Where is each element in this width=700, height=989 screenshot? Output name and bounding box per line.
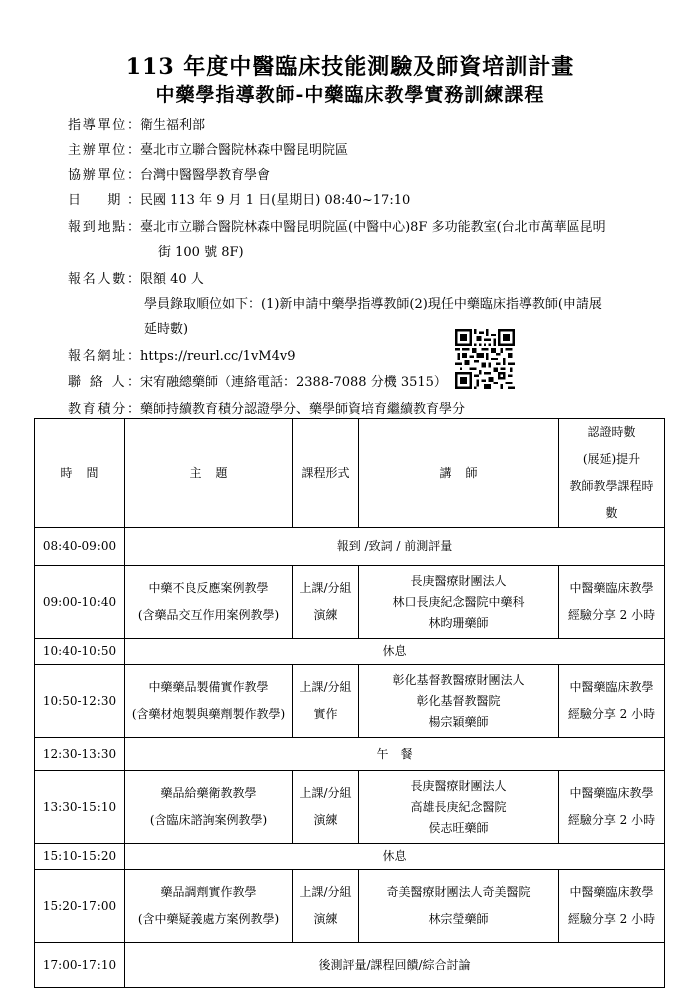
priority-line-2: 延時數) bbox=[144, 322, 189, 337]
priority-line-1: 學員錄取順位如下：(1)新申請中藥學指導教師(2)現任中藥臨床指導教師(申請展 bbox=[144, 297, 602, 312]
hours-line: 經驗分享 2 小時 bbox=[567, 707, 656, 721]
url-label: 報名網址： bbox=[68, 349, 140, 364]
header-hours-line: 數 bbox=[605, 506, 618, 520]
row-format bbox=[293, 771, 359, 844]
date-row bbox=[68, 191, 410, 211]
format-line: 實作 bbox=[313, 707, 338, 721]
coorganizer-label: 協辦單位： bbox=[68, 168, 140, 183]
header-hours-line: 教師教學課程時 bbox=[569, 479, 654, 493]
supervisor-label: 指導單位： bbox=[68, 118, 140, 133]
format-line: 上課/分組 bbox=[299, 786, 352, 800]
row-format bbox=[293, 665, 359, 738]
contact-row bbox=[68, 373, 447, 393]
lecturer-line: 奇美醫療財團法人奇美醫院 bbox=[386, 885, 531, 899]
header-hours-line: 認證時數 bbox=[587, 425, 636, 439]
quota-value: 限額 40 人 bbox=[140, 272, 204, 287]
organizer-row bbox=[68, 141, 348, 161]
topic-line: (含藥材炮製與藥劑製作教學) bbox=[131, 707, 286, 721]
hours-line: 經驗分享 2 小時 bbox=[567, 608, 656, 622]
table-row bbox=[35, 528, 665, 566]
lecturer-line: 林宗瑩藥師 bbox=[428, 912, 489, 926]
topic-line: 藥品給藥衛教教學 bbox=[160, 786, 257, 800]
row-span-text: 報到 /致詞 / 前測評量 bbox=[125, 528, 665, 566]
topic-line: (含藥品交互作用案例教學) bbox=[137, 608, 280, 622]
row-lecturer bbox=[359, 771, 559, 844]
row-time: 17:00-17:10 bbox=[35, 943, 125, 988]
qr-code-icon[interactable] bbox=[455, 329, 515, 389]
row-time: 15:20-17:00 bbox=[35, 870, 125, 943]
organizer-value: 臺北市立聯合醫院林森中醫昆明院區 bbox=[140, 143, 349, 158]
location-label: 報到地點： bbox=[68, 220, 140, 235]
coorganizer-value: 台灣中醫醫學教育學會 bbox=[140, 168, 271, 183]
date-label: 日 期： bbox=[68, 193, 140, 208]
contact-label: 聯 絡 人： bbox=[68, 375, 140, 390]
row-span-text: 後測評量/課程回饋/綜合討論 bbox=[125, 943, 665, 988]
row-hours bbox=[559, 870, 665, 943]
lecturer-line: 楊宗穎藥師 bbox=[428, 714, 489, 729]
lecturer-line: 林口長庚紀念醫院中藥科 bbox=[392, 594, 525, 609]
row-lecturer bbox=[359, 665, 559, 738]
table-row bbox=[35, 738, 665, 771]
row-topic bbox=[125, 566, 293, 639]
lecturer-line: 高雄長庚紀念醫院 bbox=[410, 799, 507, 814]
table-row bbox=[35, 771, 665, 844]
location-row bbox=[68, 218, 606, 238]
organizer-label: 主辦單位： bbox=[68, 143, 140, 158]
url-row bbox=[68, 347, 296, 367]
lecturer-line: 彰化基督教醫院 bbox=[416, 693, 501, 708]
row-time: 13:30-15:10 bbox=[35, 771, 125, 844]
topic-line: (含臨床諮詢案例教學) bbox=[149, 813, 268, 827]
quota-row bbox=[68, 270, 204, 290]
credit-value: 藥師持續教育積分認證學分、藥學師資培育繼續教育學分 bbox=[140, 402, 466, 417]
hours-line: 中醫藥臨床教學 bbox=[569, 885, 654, 899]
credit-row bbox=[68, 400, 465, 420]
row-hours bbox=[559, 771, 665, 844]
quota-label: 報名人數： bbox=[68, 272, 140, 287]
lecturer-line: 長庚醫療財團法人 bbox=[410, 573, 507, 588]
table-row bbox=[35, 844, 665, 870]
hours-line: 中醫藥臨床教學 bbox=[569, 581, 654, 595]
table-row bbox=[35, 639, 665, 665]
lecturer-line: 長庚醫療財團法人 bbox=[410, 778, 507, 793]
topic-line: 中藥藥品製備實作教學 bbox=[148, 680, 269, 694]
header-time: 時間 bbox=[35, 419, 125, 528]
table-row bbox=[35, 943, 665, 988]
document-title: 113 年度中醫臨床技能測驗及師資培訓計畫 bbox=[125, 54, 575, 80]
row-time: 12:30-13:30 bbox=[35, 738, 125, 771]
table-row bbox=[35, 566, 665, 639]
row-time: 10:40-10:50 bbox=[35, 639, 125, 665]
row-lecturer bbox=[359, 870, 559, 943]
location-continuation: 街 100 號 8F) bbox=[158, 245, 244, 260]
hours-line: 中醫藥臨床教學 bbox=[569, 680, 654, 694]
hours-line: 經驗分享 2 小時 bbox=[567, 912, 656, 926]
row-time: 09:00-10:40 bbox=[35, 566, 125, 639]
format-line: 演練 bbox=[313, 912, 338, 926]
row-topic bbox=[125, 771, 293, 844]
row-span-text: 午 餐 bbox=[125, 738, 665, 771]
row-time: 10:50-12:30 bbox=[35, 665, 125, 738]
row-topic bbox=[125, 665, 293, 738]
row-format bbox=[293, 566, 359, 639]
row-hours bbox=[559, 566, 665, 639]
topic-line: 中藥不良反應案例教學 bbox=[148, 581, 269, 595]
format-line: 演練 bbox=[313, 608, 338, 622]
format-line: 上課/分組 bbox=[299, 680, 352, 694]
header-lecturer: 講師 bbox=[359, 419, 559, 528]
row-topic bbox=[125, 870, 293, 943]
format-line: 上課/分組 bbox=[299, 581, 352, 595]
schedule-table bbox=[34, 418, 665, 988]
header-format: 課程形式 bbox=[293, 419, 359, 528]
row-span-text: 休息 bbox=[125, 844, 665, 870]
hours-line: 中醫藥臨床教學 bbox=[569, 786, 654, 800]
hours-line: 經驗分享 2 小時 bbox=[567, 813, 656, 827]
registration-url-link[interactable]: https://reurl.cc/1vM4v9 bbox=[140, 349, 296, 364]
topic-line: 藥品調劑實作教學 bbox=[160, 885, 257, 899]
contact-value: 宋宥融總藥師（連絡電話：2388-7088 分機 3515） bbox=[140, 375, 447, 390]
document-subtitle: 中藥學指導教師-中藥臨床教學實務訓練課程 bbox=[155, 84, 545, 106]
lecturer-line: 彰化基督教醫療財團法人 bbox=[392, 672, 525, 687]
row-lecturer bbox=[359, 566, 559, 639]
lecturer-line: 侯志旺藥師 bbox=[428, 820, 489, 835]
topic-line: (含中藥疑義處方案例教學) bbox=[137, 912, 280, 926]
header-hours-line: (展延)提升 bbox=[582, 452, 641, 466]
row-span-text: 休息 bbox=[125, 639, 665, 665]
row-time: 08:40-09:00 bbox=[35, 528, 125, 566]
row-format bbox=[293, 870, 359, 943]
table-row bbox=[35, 870, 665, 943]
header-hours bbox=[559, 419, 665, 528]
supervisor-value: 衛生福利部 bbox=[140, 118, 206, 133]
table-header-row bbox=[35, 419, 665, 528]
table-row bbox=[35, 665, 665, 738]
credit-label: 教育積分： bbox=[68, 402, 140, 417]
format-line: 演練 bbox=[313, 813, 338, 827]
location-value: 臺北市立聯合醫院林森中醫昆明院區(中醫中心)8F 多功能教室(台北市萬華區昆明 bbox=[140, 220, 606, 235]
supervisor-row bbox=[68, 116, 205, 136]
coorganizer-row bbox=[68, 166, 270, 186]
date-value: 民國 113 年 9 月 1 日(星期日) 08:40~17:10 bbox=[140, 193, 411, 208]
header-topic: 主題 bbox=[125, 419, 293, 528]
row-time: 15:10-15:20 bbox=[35, 844, 125, 870]
format-line: 上課/分組 bbox=[299, 885, 352, 899]
lecturer-line: 林昀珊藥師 bbox=[428, 615, 489, 630]
row-hours bbox=[559, 665, 665, 738]
